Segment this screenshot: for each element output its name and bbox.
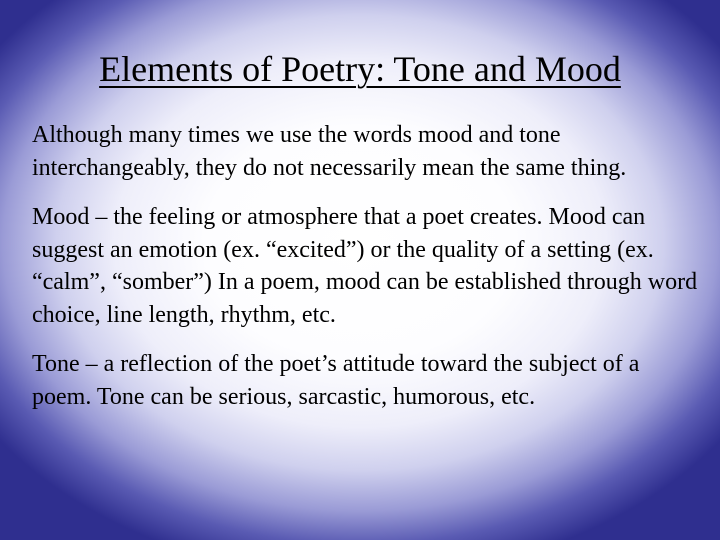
slide-title: Elements of Poetry: Tone and Mood (99, 49, 621, 89)
paragraph-intro: Although many times we use the words mood and tone interchangeably, they do not necessarily mean the same thing. (32, 122, 627, 181)
paragraph-tone: Tone – a reflection of the poet’s attitude toward the subject of a poem. Tone can be serious, sarcastic, humorous, etc. (32, 351, 640, 410)
slide-body (32, 119, 702, 413)
paragraph-mood: Mood – the feeling or atmosphere that a poet creates. Mood can suggest an emotion (ex. “excited”) or the quality of a setting (ex. “calm”, “somber”) In a poem, mood can be established through word choice, line length, rhythm, etc. (32, 204, 698, 328)
